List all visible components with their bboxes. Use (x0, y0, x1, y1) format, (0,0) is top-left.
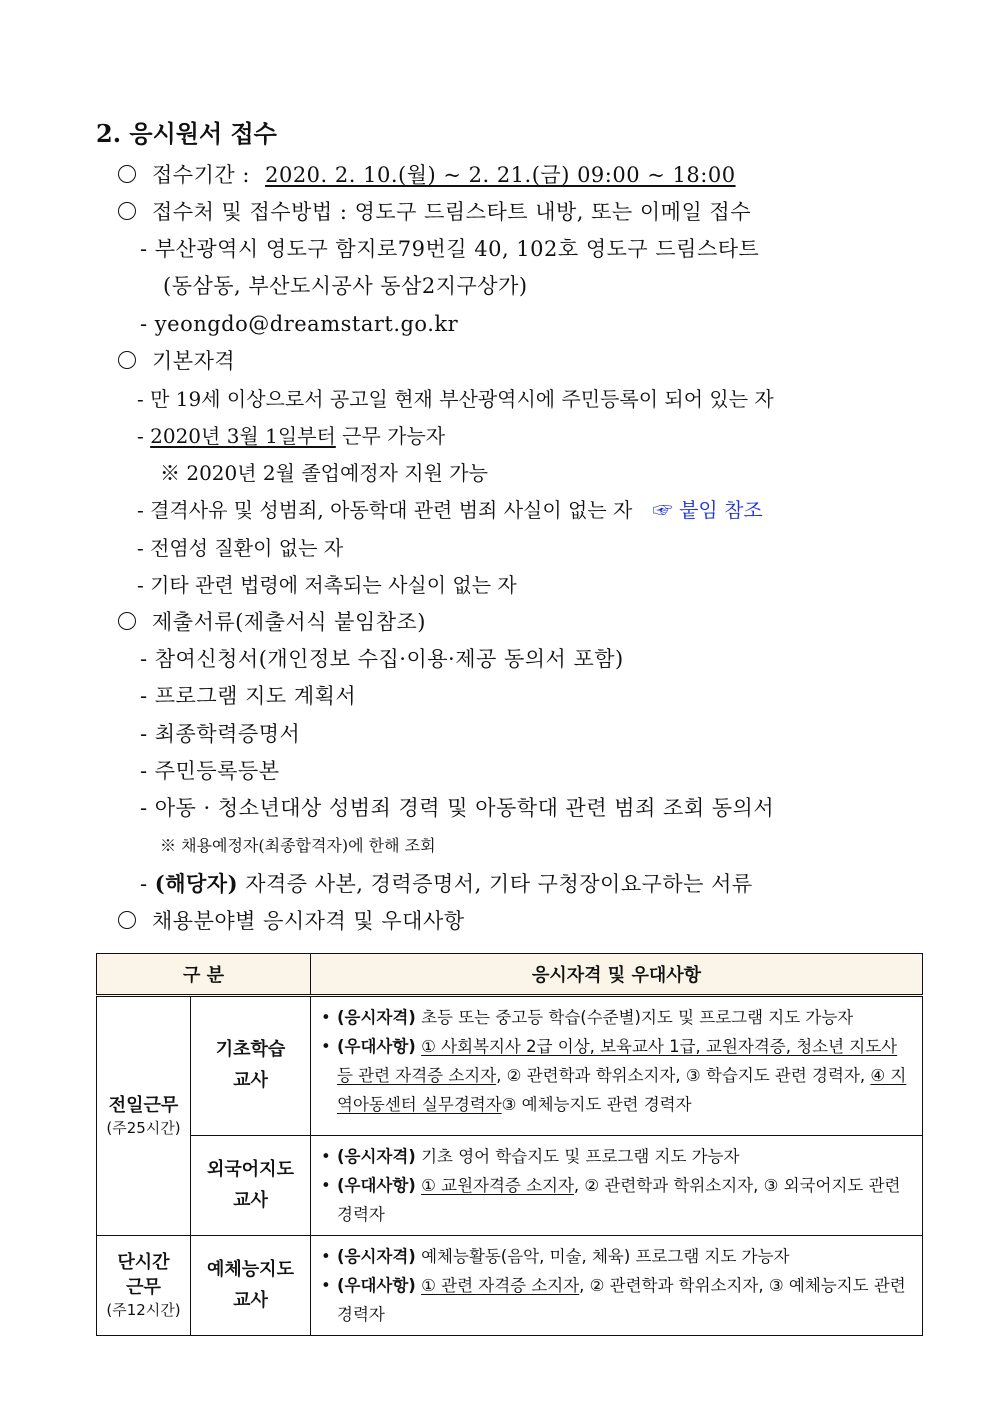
documents-item-6-bold: (해당자) (154, 871, 239, 896)
qualification-label: (응시자격) (337, 1247, 416, 1266)
qualification-item (321, 1142, 914, 1171)
role-name: 외국어지도 (207, 1158, 294, 1180)
documents-item-3: - 최종학력증명서 (140, 722, 301, 746)
circle-bullet-icon (118, 202, 136, 220)
role-title: 교사 (233, 1189, 268, 1211)
table-row (97, 1136, 923, 1236)
table-intro-label: 채용분야별 응시자격 및 우대사항 (152, 909, 465, 933)
qualification-text: 초등 또는 중고등 학습(수준별)지도 및 프로그램 지도 가능자 (415, 1008, 854, 1027)
preference-label: (우대사항) (337, 1037, 416, 1056)
table-row (97, 996, 923, 1136)
qualification-item (321, 1003, 914, 1032)
basic-item-5: - 기타 관련 법령에 저촉되는 사실이 없는 자 (137, 573, 517, 597)
preference-text-1: , ② 관련학과 학위소지자, ③ 학습지도 관련 경력자, (496, 1066, 871, 1085)
period-value: 2020. 2. 10.(월) ~ 2. 21.(금) 09:00 ~ 18:00 (265, 163, 736, 187)
basic-item-2-prefix: - (137, 424, 151, 448)
preference-item (321, 1171, 914, 1229)
fulltime-category (97, 996, 191, 1236)
role-cell (191, 1136, 311, 1236)
header-detail: 응시자격 및 우대사항 (311, 954, 923, 996)
parttime-label-2: 근무 (126, 1277, 161, 1298)
circle-bullet-icon (118, 612, 136, 630)
preference-label: (우대사항) (337, 1276, 416, 1295)
basic-item-1: - 만 19세 이상으로서 공고일 현재 부산광역시에 주민등록이 되어 있는 자 (137, 387, 774, 411)
period-label: 접수기간 : (152, 163, 250, 187)
documents-item-5: - 아동 · 청소년대상 성범죄 경력 및 아동학대 관련 범죄 조회 동의서 (140, 796, 775, 820)
role-title: 교사 (233, 1289, 268, 1311)
qualification-text: 기초 영어 학습지도 및 프로그램 지도 가능자 (415, 1147, 740, 1166)
preference-item (321, 1271, 914, 1329)
table-intro-line (118, 911, 465, 932)
role-title: 교사 (233, 1070, 268, 1091)
documents-item-6-rest: 자격증 사본, 경력증명서, 기타 구청장이요구하는 서류 (238, 872, 753, 896)
preference-item (321, 1032, 914, 1119)
basic-item-3 (137, 500, 763, 520)
documents-line (118, 612, 426, 633)
submission-email: - yeongdo@dreamstart.go.kr (140, 312, 459, 336)
basic-line (118, 351, 235, 372)
qualification-table (96, 953, 923, 1336)
basic-item-2-rest: 근무 가능자 (335, 424, 446, 448)
period-line (118, 165, 736, 186)
documents-item-1: - 참여신청서(개인정보 수집·이용·제공 동의서 포함) (140, 647, 624, 671)
attachment-reference-link[interactable]: ☞ 붙임 참조 (652, 498, 763, 522)
qualification-cell (311, 996, 923, 1136)
preference-underlined-1: ① 사회복지사 2급 이상, 보육교사 1급, 교원자격증, 청소년 지도사 등 관련 자격증 소지자 (337, 1037, 898, 1085)
parttime-label-1: 단시간 (117, 1251, 170, 1273)
documents-item-6-prefix: - (140, 872, 155, 896)
basic-item-3-text: - 결격사유 및 성범죄, 아동학대 관련 범죄 사실이 없는 자 (137, 498, 633, 522)
submission-address-1: - 부산광역시 영도구 함지로79번길 40, 102호 영도구 드림스타트 (140, 237, 760, 261)
submission-address-2: (동삼동, 부산도시공사 동삼2지구상가) (163, 274, 528, 298)
documents-item-2: - 프로그램 지도 계획서 (140, 684, 357, 708)
qualification-text: 예체능활동(음악, 미술, 체육) 프로그램 지도 가능자 (415, 1247, 790, 1266)
role-cell (191, 996, 311, 1136)
submission-line (118, 202, 751, 223)
preference-text-2: ③ 예체능지도 관련 경력자 (501, 1095, 692, 1114)
role-cell (191, 1236, 311, 1336)
documents-label: 제출서류(제출서식 붙임참조) (152, 610, 426, 634)
fulltime-label: 전일근무 (108, 1094, 179, 1116)
table-header-row (97, 954, 923, 996)
basic-item-4: - 전염성 질환이 없는 자 (137, 536, 344, 560)
fulltime-hours: (주25시간) (106, 1119, 181, 1138)
section-heading: 2. 응시원서 접수 (96, 119, 277, 148)
qualification-cell (311, 1236, 923, 1336)
basic-label: 기본자격 (152, 349, 236, 373)
preference-underlined-1: ① 교원자격증 소지자 (421, 1176, 574, 1195)
qualification-cell (311, 1136, 923, 1236)
qualification-label: (응시자격) (337, 1008, 416, 1027)
circle-bullet-icon (118, 911, 136, 929)
basic-item-2-note: ※ 2020년 2월 졸업예정자 지원 가능 (160, 461, 488, 485)
header-category: 구 분 (97, 954, 311, 996)
documents-item-5-note: ※ 채용예정자(최종합격자)에 한해 조회 (160, 836, 436, 855)
documents-item-6 (140, 873, 753, 895)
qualification-item (321, 1242, 914, 1271)
documents-item-4: - 주민등록등본 (140, 759, 280, 783)
role-name: 기초학습 (215, 1039, 286, 1061)
preference-text-1: , ② 관련학과 학위소지자, ③ 예체능지도 관련 경력자 (337, 1276, 906, 1324)
circle-bullet-icon (118, 351, 136, 369)
basic-item-2-date: 2020년 3월 1일부터 (150, 424, 336, 448)
submission-label: 접수처 및 접수방법 : 영도구 드림스타트 내방, 또는 이메일 접수 (152, 200, 751, 224)
preference-label: (우대사항) (337, 1176, 416, 1195)
basic-item-2 (137, 426, 445, 446)
preference-underlined-1: ① 관련 자격증 소지자 (421, 1276, 580, 1295)
table-row (97, 1236, 923, 1336)
qualification-label: (응시자격) (337, 1147, 416, 1166)
role-name: 예체능지도 (207, 1258, 294, 1280)
parttime-hours: (주12시간) (106, 1301, 181, 1320)
preference-text-1: , ② 관련학과 학위소지자, ③ 외국어지도 관련 경력자 (337, 1176, 901, 1224)
parttime-category (97, 1236, 191, 1336)
circle-bullet-icon (118, 165, 136, 183)
preference-underlined-2: ④ 지역아동센터 실무경력자 (337, 1066, 907, 1114)
